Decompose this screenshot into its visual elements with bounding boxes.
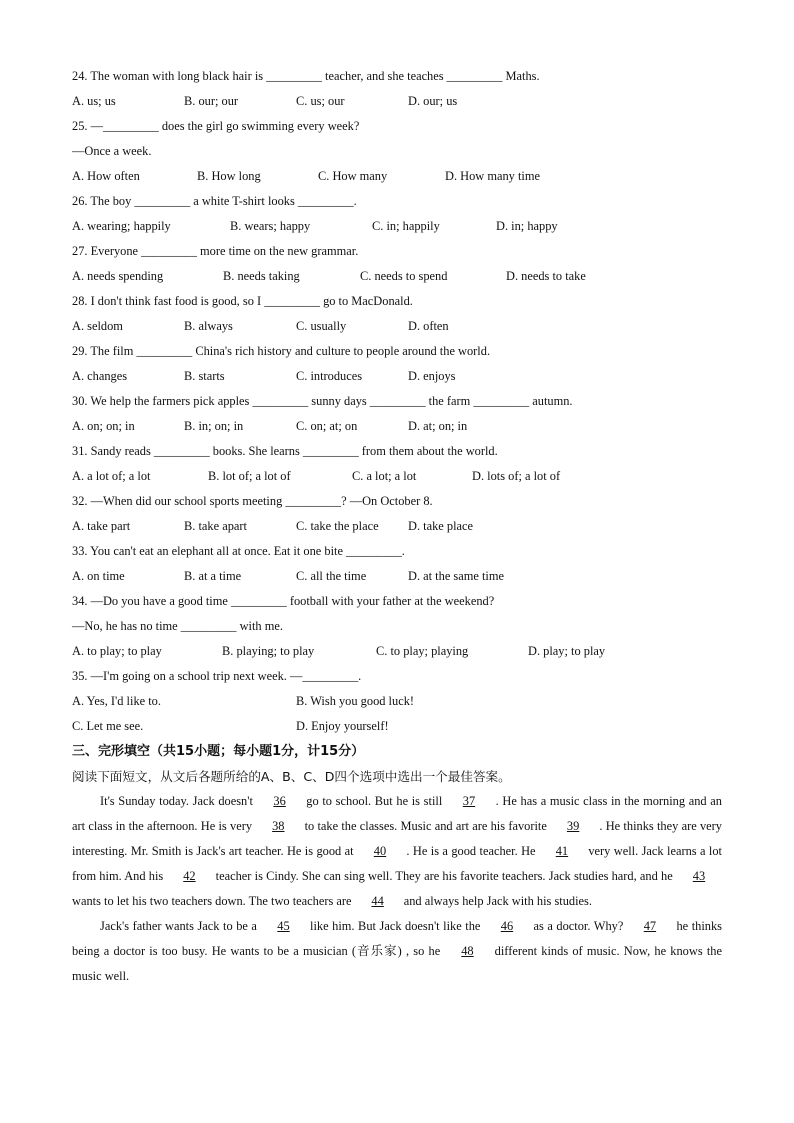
question-25-stem: 25. —_________ does the girl go swimming every week? bbox=[72, 119, 360, 133]
passage-text: wants to let his two teachers down. The two teachers are bbox=[72, 894, 352, 908]
option-a[interactable]: A. take part bbox=[72, 519, 131, 533]
option-b[interactable]: B. lot of; a lot of bbox=[208, 469, 291, 483]
question-35-options-row1 bbox=[72, 689, 722, 714]
option-a[interactable]: A. needs spending bbox=[72, 269, 164, 283]
option-d[interactable]: D. play; to play bbox=[528, 644, 606, 658]
question-30-stem: 30. We help the farmers pick apples _________ sunny days _________ the farm _________ autumn. bbox=[72, 394, 573, 408]
blank-48[interactable]: 48 bbox=[461, 944, 474, 958]
option-a[interactable]: A. changes bbox=[72, 369, 128, 383]
option-c[interactable]: C. to play; playing bbox=[376, 644, 469, 658]
blank-36[interactable]: 36 bbox=[273, 794, 286, 808]
passage-text: It's Sunday today. Jack doesn't bbox=[100, 794, 253, 808]
option-a[interactable]: A. wearing; happily bbox=[72, 219, 171, 233]
option-b[interactable]: B. in; on; in bbox=[184, 419, 244, 433]
blank-38[interactable]: 38 bbox=[272, 819, 285, 833]
option-b[interactable]: B. playing; to play bbox=[222, 644, 315, 658]
option-b[interactable]: B. take apart bbox=[184, 519, 247, 533]
blank-41[interactable]: 41 bbox=[555, 844, 569, 858]
question-31-stem: 31. Sandy reads _________ books. She learns _________ from them about the world. bbox=[72, 444, 498, 458]
question-32-stem: 32. —When did our school sports meeting _________? —On October 8. bbox=[72, 494, 433, 508]
question-27-options bbox=[72, 264, 722, 289]
question-25-options bbox=[72, 164, 722, 189]
option-a[interactable]: A. seldom bbox=[72, 319, 123, 333]
option-a[interactable]: A. on time bbox=[72, 569, 125, 583]
passage-text: . He is a good teacher. He bbox=[406, 844, 536, 858]
option-c[interactable]: C. on; at; on bbox=[296, 419, 358, 433]
passage-text: he thinks being a doctor is too busy. He wants to be a musician (音乐家) , so he bbox=[72, 919, 722, 958]
question-35-stem: 35. —I'm going on a school trip next week. —_________. bbox=[72, 669, 362, 683]
option-b[interactable]: B. always bbox=[184, 319, 233, 333]
passage-text: . He thinks they are very interesting. Mr. Smith is Jack's art teacher. He is good at bbox=[72, 819, 722, 858]
passage-text: go to school. But he is still bbox=[306, 794, 443, 808]
option-a[interactable]: A. Yes, I'd like to. bbox=[72, 694, 161, 708]
section-instruction: 阅读下面短文，从文后各题所给的A、B、C、D四个选项中选出一个最佳答案。 bbox=[72, 769, 511, 784]
question-24-options bbox=[72, 89, 722, 114]
blank-47[interactable]: 47 bbox=[643, 919, 657, 933]
option-b[interactable]: B. our; our bbox=[184, 94, 239, 108]
option-b[interactable]: B. needs taking bbox=[223, 269, 300, 283]
option-c[interactable]: C. Let me see. bbox=[72, 719, 144, 733]
blank-45[interactable]: 45 bbox=[277, 919, 290, 933]
option-d[interactable]: D. lots of; a lot of bbox=[472, 469, 561, 483]
question-31-options bbox=[72, 464, 722, 489]
passage-text: to take the classes. Music and art are his favorite bbox=[304, 819, 547, 833]
option-d[interactable]: D. enjoys bbox=[408, 369, 456, 383]
option-c[interactable]: C. us; our bbox=[296, 94, 345, 108]
question-34-options bbox=[72, 639, 722, 664]
question-34-stem: 34. —Do you have a good time _________ football with your father at the weekend? bbox=[72, 594, 495, 608]
blank-46[interactable]: 46 bbox=[500, 919, 514, 933]
option-b[interactable]: B. starts bbox=[184, 369, 225, 383]
question-33-stem: 33. You can't eat an elephant all at once. Eat it one bite _________. bbox=[72, 544, 405, 558]
blank-42[interactable]: 42 bbox=[183, 869, 196, 883]
option-b[interactable]: B. wears; happy bbox=[230, 219, 311, 233]
question-28-options bbox=[72, 314, 722, 339]
question-29-options bbox=[72, 364, 722, 389]
option-c[interactable]: C. take the place bbox=[296, 519, 379, 533]
question-25-answer-line: —Once a week. bbox=[72, 144, 152, 158]
question-26-options bbox=[72, 214, 722, 239]
question-30-options bbox=[72, 414, 722, 439]
option-c[interactable]: C. a lot; a lot bbox=[352, 469, 417, 483]
question-32-options bbox=[72, 514, 722, 539]
section-title: 三、完形填空（共15小题；每小题1分，计15分） bbox=[72, 744, 365, 759]
option-b[interactable]: B. Wish you good luck! bbox=[296, 694, 415, 708]
question-35-options-row2 bbox=[72, 714, 722, 739]
option-d[interactable]: D. take place bbox=[408, 519, 474, 533]
option-b[interactable]: B. at a time bbox=[184, 569, 242, 583]
option-c[interactable]: C. introduces bbox=[296, 369, 363, 383]
option-c[interactable]: C. needs to spend bbox=[360, 269, 448, 283]
passage-text: very well. Jack learns a lot from him. And his bbox=[72, 844, 722, 883]
option-a[interactable]: A. to play; to play bbox=[72, 644, 162, 658]
passage-text: like him. But Jack doesn't like the bbox=[310, 919, 481, 933]
passage-text: Jack's father wants Jack to be a bbox=[100, 919, 257, 933]
passage-text: different kinds of music. Now, he knows the music well. bbox=[72, 944, 722, 983]
question-33-options bbox=[72, 564, 722, 589]
question-27-stem: 27. Everyone _________ more time on the new grammar. bbox=[72, 244, 359, 258]
option-d[interactable]: D. often bbox=[408, 319, 449, 333]
option-c[interactable]: C. in; happily bbox=[372, 219, 440, 233]
option-b[interactable]: B. How long bbox=[197, 169, 261, 183]
blank-44[interactable]: 44 bbox=[371, 894, 384, 908]
option-d[interactable]: D. needs to take bbox=[506, 269, 586, 283]
question-28-stem: 28. I don't think fast food is good, so I _________ go to MacDonald. bbox=[72, 294, 413, 308]
passage-text: as a doctor. Why? bbox=[533, 919, 624, 933]
blank-43[interactable]: 43 bbox=[692, 869, 706, 883]
option-a[interactable]: A. How often bbox=[72, 169, 140, 183]
option-a[interactable]: A. us; us bbox=[72, 94, 116, 108]
option-a[interactable]: A. on; on; in bbox=[72, 419, 135, 433]
option-a[interactable]: A. a lot of; a lot bbox=[72, 469, 151, 483]
question-24-stem: 24. The woman with long black hair is _________ teacher, and she teaches _________ Maths. bbox=[72, 69, 540, 83]
question-34-answer-line: —No, he has no time _________ with me. bbox=[72, 619, 283, 633]
option-d[interactable]: D. at; on; in bbox=[408, 419, 468, 433]
option-d[interactable]: D. at the same time bbox=[408, 569, 504, 583]
option-d[interactable]: D. Enjoy yourself! bbox=[296, 719, 389, 733]
passage-text: teacher is Cindy. She can sing well. They are his favorite teachers. Jack studies hard, and he bbox=[215, 869, 673, 883]
blank-40[interactable]: 40 bbox=[373, 844, 387, 858]
passage-text: and always help Jack with his studies. bbox=[403, 894, 592, 908]
question-26-stem: 26. The boy _________ a white T-shirt looks _________. bbox=[72, 194, 357, 208]
exam-page bbox=[72, 64, 722, 989]
option-d[interactable]: D. our; us bbox=[408, 94, 458, 108]
option-d[interactable]: D. in; happy bbox=[496, 219, 558, 233]
cloze-paragraph-1 bbox=[72, 789, 722, 914]
blank-37[interactable]: 37 bbox=[462, 794, 476, 808]
passage-text: . He has a music class in the morning and an art class in the afternoon. He is very bbox=[72, 794, 722, 833]
option-d[interactable]: D. How many time bbox=[445, 169, 540, 183]
question-29-stem: 29. The film _________ China's rich history and culture to people around the world. bbox=[72, 344, 491, 358]
option-c[interactable]: C. How many bbox=[318, 169, 388, 183]
option-c[interactable]: C. usually bbox=[296, 319, 347, 333]
cloze-paragraph-2 bbox=[72, 914, 722, 989]
blank-39[interactable]: 39 bbox=[566, 819, 580, 833]
option-c[interactable]: C. all the time bbox=[296, 569, 367, 583]
